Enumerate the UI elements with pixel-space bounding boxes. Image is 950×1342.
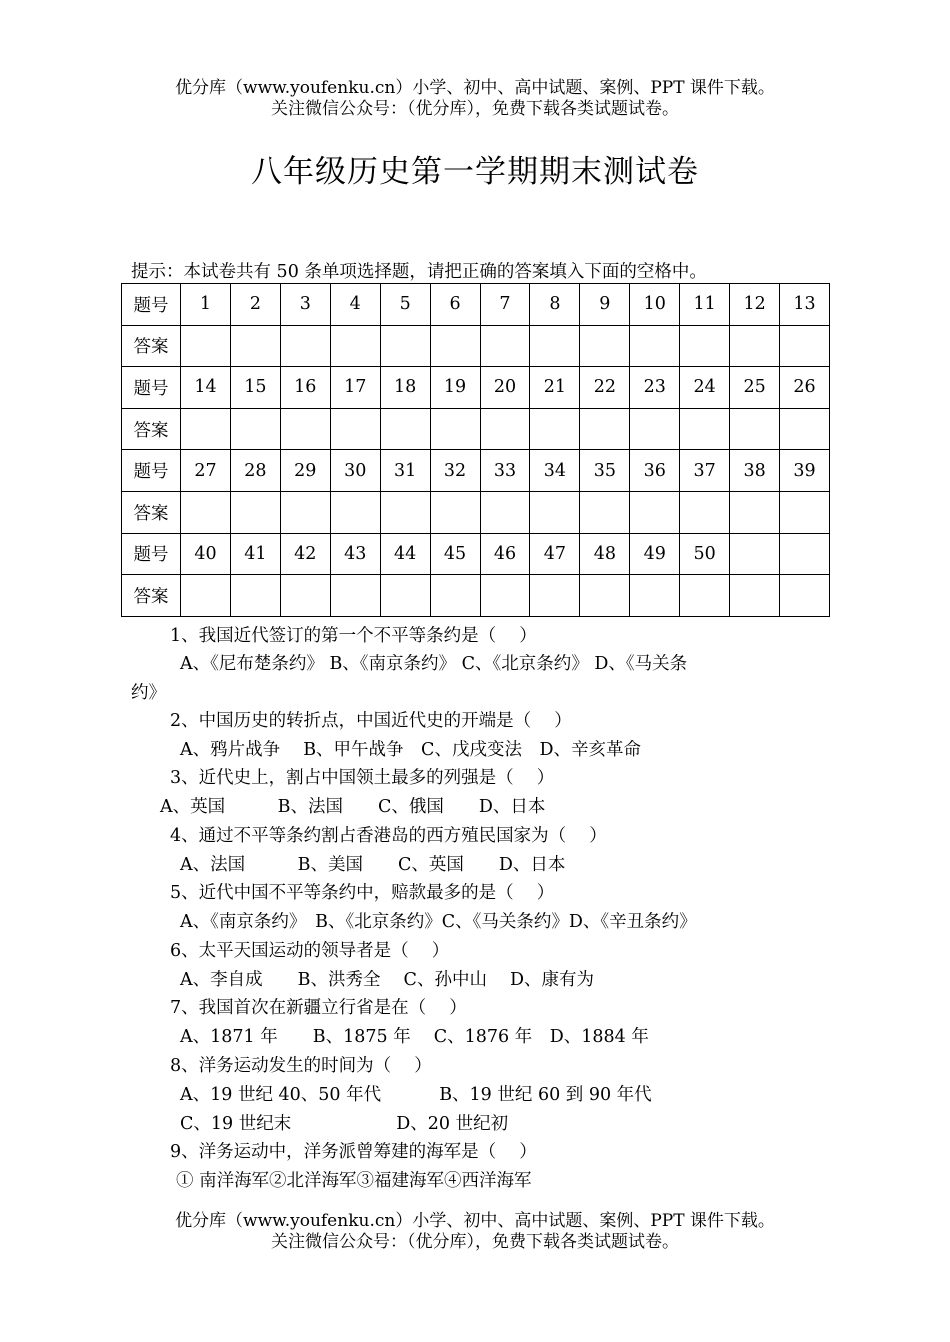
answer-row: [122, 491, 830, 533]
answer-cell[interactable]: [480, 325, 530, 367]
question-number-cell: 5: [380, 284, 430, 326]
question-number-cell: 30: [330, 450, 380, 492]
answer-cell[interactable]: [730, 408, 780, 450]
question-4: 4、通过不平等条约割占香港岛的西方殖民国家为（ ）: [170, 826, 607, 846]
answer-cell[interactable]: [380, 408, 430, 450]
answer-cell[interactable]: [430, 325, 480, 367]
question-8-options-ab: A、19 世纪 40、50 年代 B、19 世纪 60 到 90 年代: [180, 1085, 652, 1105]
question-number-cell: 21: [530, 367, 580, 409]
question-number-cell: 35: [580, 450, 630, 492]
question-number-cell: 39: [780, 450, 830, 492]
answer-row-label: 答案: [122, 575, 181, 617]
question-number-cell: 10: [630, 284, 680, 326]
question-number-cell: 22: [580, 367, 630, 409]
question-6: 6、太平天国运动的领导者是（ ）: [170, 941, 450, 961]
answer-cell[interactable]: [780, 491, 830, 533]
answer-cell[interactable]: [630, 575, 680, 617]
question-2-options: A、鸦片战争 B、甲午战争 C、戊戌变法 D、辛亥革命: [180, 740, 641, 760]
answer-row-label: 答案: [122, 325, 181, 367]
page-footer: [0, 1211, 950, 1253]
answer-cell[interactable]: [530, 575, 580, 617]
question-number-cell: 40: [181, 533, 231, 575]
question-number-cell: 19: [430, 367, 480, 409]
answer-cell[interactable]: [730, 325, 780, 367]
question-number-cell: 32: [430, 450, 480, 492]
answer-table: [121, 283, 830, 617]
question-5: 5、近代中国不平等条约中，赔款最多的是（ ）: [170, 883, 555, 903]
answer-cell[interactable]: [580, 575, 630, 617]
question-9-options: ① 南洋海军②北洋海军③福建海军④西洋海军: [176, 1171, 532, 1191]
question-number-cell: 44: [380, 533, 430, 575]
answer-cell[interactable]: [680, 325, 730, 367]
instruction-tip: 提示：本试卷共有 50 条单项选择题，请把正确的答案填入下面的空格中。: [131, 262, 707, 282]
answer-cell[interactable]: [430, 408, 480, 450]
question-8-options-cd: C、19 世纪末 D、20 世纪初: [180, 1114, 509, 1134]
question-7-options: A、1871 年 B、1875 年 C、1876 年 D、1884 年: [180, 1027, 649, 1047]
question-6-options: A、李自成 B、洪秀全 C、孙中山 D、康有为: [180, 970, 595, 990]
question-number-cell: 24: [680, 367, 730, 409]
number-row-label: 题号: [122, 367, 181, 409]
answer-cell[interactable]: [580, 491, 630, 533]
question-number-cell: 43: [330, 533, 380, 575]
question-8: 8、洋务运动发生的时间为（ ）: [170, 1056, 432, 1076]
answer-cell[interactable]: [530, 325, 580, 367]
answer-cell[interactable]: [430, 491, 480, 533]
question-number-cell: 16: [280, 367, 330, 409]
answer-cell[interactable]: [380, 575, 430, 617]
question-number-cell: 23: [630, 367, 680, 409]
answer-cell[interactable]: [730, 491, 780, 533]
question-number-cell: 36: [630, 450, 680, 492]
answer-cell[interactable]: [230, 408, 280, 450]
question-number-cell: 8: [530, 284, 580, 326]
question-number-cell: 6: [430, 284, 480, 326]
answer-cell[interactable]: [380, 491, 430, 533]
number-row: [122, 367, 830, 409]
answer-cell[interactable]: [280, 325, 330, 367]
question-number-cell: 11: [680, 284, 730, 326]
question-number-cell: [780, 533, 830, 575]
answer-cell[interactable]: [580, 408, 630, 450]
answer-cell[interactable]: [780, 408, 830, 450]
answer-cell[interactable]: [630, 325, 680, 367]
question-number-cell: 49: [630, 533, 680, 575]
answer-row: [122, 408, 830, 450]
answer-cell[interactable]: [630, 491, 680, 533]
question-number-cell: 3: [280, 284, 330, 326]
question-number-cell: 25: [730, 367, 780, 409]
answer-row: [122, 575, 830, 617]
question-number-cell: 42: [280, 533, 330, 575]
answer-cell[interactable]: [181, 408, 231, 450]
footer-line-2: 关注微信公众号：（优分库），免费下载各类试题试卷。: [271, 1232, 679, 1252]
question-1-options-cont: 约》: [131, 683, 166, 703]
question-number-cell: 1: [181, 284, 231, 326]
question-4-options: A、法国 B、美国 C、英国 D、日本: [180, 855, 566, 875]
question-number-cell: 31: [380, 450, 430, 492]
question-5-options: A、《南京条约》 B、《北京条约》C、《马关条约》D、《辛丑条约》: [180, 912, 697, 932]
answer-row: [122, 325, 830, 367]
answer-cell[interactable]: [330, 491, 380, 533]
answer-cell[interactable]: [380, 325, 430, 367]
question-number-cell: 46: [480, 533, 530, 575]
answer-cell[interactable]: [230, 575, 280, 617]
answer-cell[interactable]: [630, 408, 680, 450]
question-number-cell: 38: [730, 450, 780, 492]
number-row: [122, 533, 830, 575]
question-number-cell: 15: [230, 367, 280, 409]
question-7: 7、我国首次在新疆立行省是在（ ）: [170, 998, 467, 1018]
answer-cell[interactable]: [780, 575, 830, 617]
question-number-cell: 9: [580, 284, 630, 326]
answer-cell[interactable]: [181, 575, 231, 617]
question-1-options: A、《尼布楚条约》 B、《南京条约》 C、《北京条约》 D、《马关条: [180, 654, 688, 674]
answer-cell[interactable]: [230, 491, 280, 533]
question-number-cell: 29: [280, 450, 330, 492]
question-number-cell: 48: [580, 533, 630, 575]
question-number-cell: 34: [530, 450, 580, 492]
answer-cell[interactable]: [280, 491, 330, 533]
number-row: [122, 284, 830, 326]
answer-cell[interactable]: [480, 575, 530, 617]
answer-row-label: 答案: [122, 408, 181, 450]
answer-cell[interactable]: [430, 575, 480, 617]
question-number-cell: 4: [330, 284, 380, 326]
question-number-cell: 17: [330, 367, 380, 409]
question-2: 2、中国历史的转折点，中国近代史的开端是（ ）: [170, 711, 572, 731]
question-number-cell: 50: [680, 533, 730, 575]
question-number-cell: 37: [680, 450, 730, 492]
answer-cell[interactable]: [280, 408, 330, 450]
answer-cell[interactable]: [580, 325, 630, 367]
question-number-cell: 13: [780, 284, 830, 326]
question-3: 3、近代史上，割占中国领土最多的列强是（ ）: [170, 768, 555, 788]
question-number-cell: 12: [730, 284, 780, 326]
number-row-label: 题号: [122, 450, 181, 492]
question-1: 1、我国近代签订的第一个不平等条约是（ ）: [170, 626, 537, 646]
question-number-cell: 27: [181, 450, 231, 492]
question-9: 9、洋务运动中，洋务派曾筹建的海军是（ ）: [170, 1142, 537, 1162]
answer-row-label: 答案: [122, 491, 181, 533]
answer-cell[interactable]: [780, 325, 830, 367]
question-number-cell: 20: [480, 367, 530, 409]
answer-cell[interactable]: [730, 575, 780, 617]
answer-cell[interactable]: [181, 491, 231, 533]
question-number-cell: 45: [430, 533, 480, 575]
answer-cell[interactable]: [680, 408, 730, 450]
question-number-cell: 33: [480, 450, 530, 492]
answer-cell[interactable]: [680, 575, 730, 617]
answer-cell[interactable]: [480, 408, 530, 450]
footer-line-1: 优分库（www.youfenku.cn）小学、初中、高中试题、案例、PPT 课件下载。: [175, 1211, 775, 1231]
question-number-cell: 2: [230, 284, 280, 326]
answer-cell[interactable]: [330, 325, 380, 367]
question-number-cell: 7: [480, 284, 530, 326]
answer-cell[interactable]: [530, 491, 580, 533]
answer-cell[interactable]: [181, 325, 231, 367]
answer-cell[interactable]: [280, 575, 330, 617]
question-number-cell: [730, 533, 780, 575]
answer-cell[interactable]: [330, 575, 380, 617]
number-row: [122, 450, 830, 492]
number-row-label: 题号: [122, 284, 181, 326]
answer-cell[interactable]: [230, 325, 280, 367]
question-number-cell: 47: [530, 533, 580, 575]
page-header: [0, 78, 950, 120]
number-row-label: 题号: [122, 533, 181, 575]
question-number-cell: 41: [230, 533, 280, 575]
header-line-1: 优分库（www.youfenku.cn）小学、初中、高中试题、案例、PPT 课件下载。: [175, 78, 775, 98]
answer-cell[interactable]: [530, 408, 580, 450]
answer-cell[interactable]: [330, 408, 380, 450]
header-line-2: 关注微信公众号：（优分库），免费下载各类试题试卷。: [271, 99, 679, 119]
question-number-cell: 28: [230, 450, 280, 492]
page-title: 八年级历史第一学期期末测试卷: [251, 154, 699, 190]
answer-cell[interactable]: [480, 491, 530, 533]
question-number-cell: 18: [380, 367, 430, 409]
answer-cell[interactable]: [680, 491, 730, 533]
question-number-cell: 26: [780, 367, 830, 409]
question-3-options: A、英国 B、法国 C、俄国 D、日本: [160, 797, 546, 817]
question-number-cell: 14: [181, 367, 231, 409]
